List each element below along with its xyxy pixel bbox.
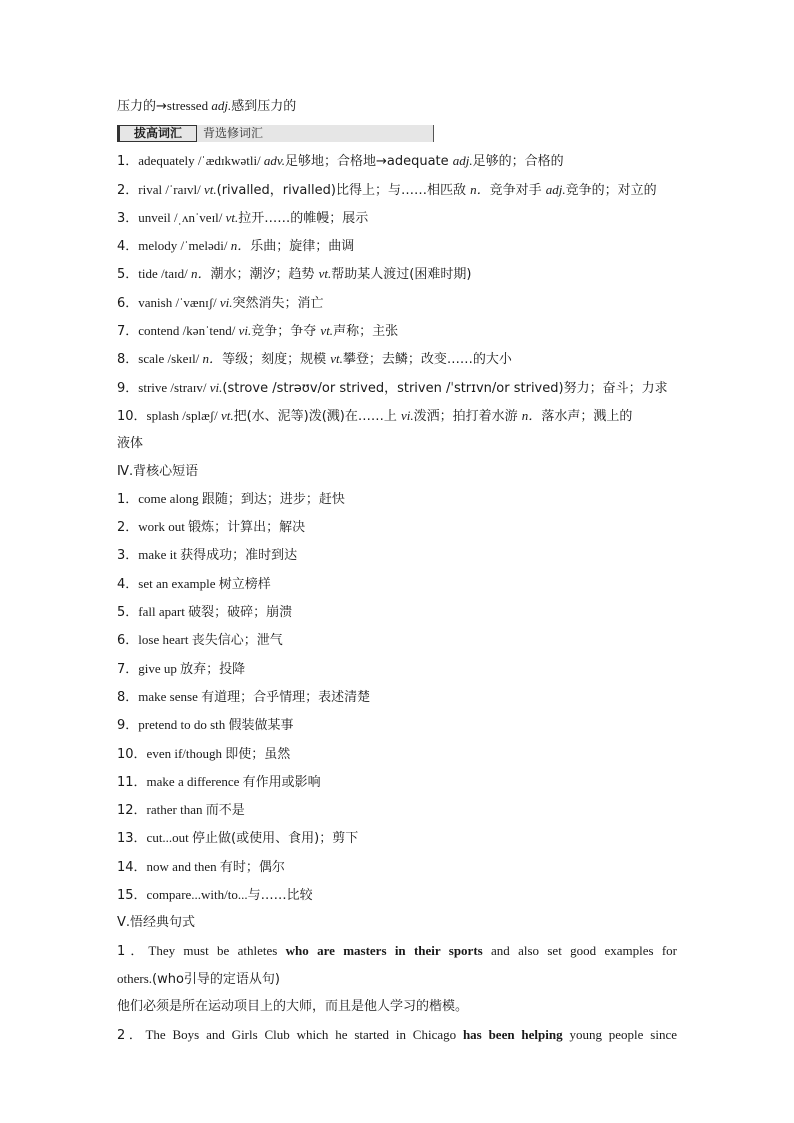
text-segment: 与……比较: [247, 888, 313, 904]
text-segment: 11．: [117, 774, 147, 790]
text-segment: vt.: [330, 351, 343, 367]
text-segment: 3．: [117, 548, 139, 564]
text-segment: 14．: [117, 859, 147, 875]
text-segment: 有作用或影响: [242, 774, 321, 790]
vocab-item: [117, 147, 677, 175]
text-segment: vt.: [320, 323, 334, 339]
text-segment: 有时；偶尔: [219, 859, 285, 875]
text-segment: 4．: [117, 576, 139, 592]
text-segment: 6．: [117, 633, 139, 649]
text-segment: 而不是: [205, 803, 245, 819]
text-segment: 有道理；合乎情理；表述清楚: [201, 689, 371, 705]
vocab-item: [117, 374, 677, 402]
text-segment: The Boys and Girls Club which he started in Chicago: [145, 1026, 463, 1042]
text-segment: adj.: [452, 153, 473, 169]
text-segment: 6．: [117, 295, 139, 311]
phrase-item: [117, 881, 677, 909]
text-segment: 落水声；溅上的: [541, 408, 633, 424]
text-segment: who are masters in their sports: [285, 942, 483, 958]
text-segment: 竞争；争夺: [251, 324, 321, 340]
text-segment: 7．: [117, 324, 139, 340]
text-segment: has been helping: [462, 1026, 563, 1042]
text-segment: n．: [202, 351, 223, 367]
text-segment: n．: [191, 266, 211, 282]
intro-meaning: 感到压力的: [231, 99, 297, 114]
text-segment: cut...out: [146, 830, 193, 846]
text-segment: 8．: [117, 352, 139, 368]
phrase-item: [117, 796, 677, 824]
text-segment: vt.: [203, 181, 217, 197]
sentence-1-zh: 他们必须是所在运动项目上的大师，而且是他人学习的楷模。: [117, 999, 469, 1015]
text-segment: set an example: [138, 575, 219, 591]
text-segment: 15．: [117, 888, 147, 904]
section-tag: 拔高词汇: [117, 125, 197, 142]
text-segment: 拉开……的帷幔；展示: [238, 210, 369, 226]
section-title: 背选修词汇: [203, 126, 264, 141]
section-banner-vocab: [117, 125, 434, 142]
text-segment: (strove /strəʊv/or strived，striven /ˈstrɪvn/or strived)努力；奋斗；力求: [222, 380, 668, 396]
text-segment: others.: [117, 970, 153, 986]
text-segment: rather than: [146, 802, 206, 818]
text-segment: 液体: [117, 436, 144, 452]
text-segment: 12．: [117, 803, 147, 819]
phrase-item: [117, 626, 677, 654]
text-segment: 声称；主张: [333, 324, 399, 340]
text-segment: 10．: [117, 408, 147, 424]
text-segment: vanish /ˈvænɪʃ/: [138, 294, 220, 310]
text-segment: 1．: [117, 154, 139, 170]
text-segment: melody /ˈmelədi/: [138, 238, 231, 254]
text-segment: 停止做(或使用、食用)；剪下: [192, 831, 359, 847]
text-segment: and also set good examples for: [482, 942, 678, 958]
text-segment: strive /straɪv/: [138, 379, 210, 395]
text-segment: 1．: [117, 943, 149, 959]
text-segment: 9．: [117, 380, 139, 396]
text-segment: make it: [138, 547, 181, 563]
text-segment: 丧失信心；泄气: [191, 633, 283, 649]
phrase-list: [117, 485, 677, 909]
text-segment: n．: [230, 238, 251, 254]
text-segment: now and then: [146, 858, 220, 874]
text-segment: n．: [521, 407, 542, 423]
vocab-item: [117, 345, 677, 373]
text-segment: 泼洒；拍打着水游: [413, 408, 522, 424]
text-segment: splash /splæʃ/: [146, 407, 221, 423]
intro-line: [117, 92, 677, 120]
text-segment: 2．: [117, 520, 139, 536]
phrase-item: [117, 513, 677, 541]
intro-word: stressed: [166, 98, 212, 113]
text-segment: adj.: [545, 181, 566, 197]
vocab-item: [117, 204, 677, 232]
text-segment: 突然消失；消亡: [232, 295, 324, 311]
text-segment: tide /taɪd/: [138, 266, 191, 282]
text-segment: 破裂；破碎；崩溃: [188, 605, 293, 621]
text-segment: 等级；刻度；规模: [222, 352, 331, 368]
intro-zh: 压力的→: [117, 99, 167, 114]
text-segment: 潮水；潮汐；趋势: [210, 267, 319, 283]
vocab-item: [117, 317, 677, 345]
phrase-item: [117, 711, 677, 739]
text-segment: 4．: [117, 239, 139, 255]
phrase-item: [117, 485, 677, 513]
text-segment: contend /kənˈtend/: [138, 323, 239, 339]
vocab-item: [117, 176, 677, 204]
text-segment: (who引导的定语从句): [152, 971, 281, 987]
text-segment: 获得成功；准时到达: [180, 548, 298, 564]
vocab-item-continuation: [117, 430, 677, 457]
text-segment: compare...with/to...: [146, 887, 248, 903]
text-segment: scale /skeɪl/: [138, 351, 203, 367]
phrase-item: [117, 853, 677, 881]
text-segment: vi.: [219, 294, 233, 310]
text-segment: vt.: [225, 209, 239, 225]
text-segment: 帮助某人渡过(困难时期): [331, 267, 472, 283]
text-segment: come along: [138, 490, 202, 506]
sentence-2-en: [117, 1021, 677, 1049]
text-segment: young people since: [562, 1026, 677, 1042]
text-segment: pretend to do sth: [138, 717, 229, 733]
text-segment: unveil /ˌʌnˈveɪl/: [138, 209, 226, 225]
text-segment: fall apart: [138, 604, 189, 620]
text-segment: 把(水、泥等)泼(溅)在……上: [233, 408, 402, 424]
text-segment: 乐曲；旋律；曲调: [250, 239, 355, 255]
text-segment: 5．: [117, 605, 139, 621]
text-segment: vi.: [209, 379, 223, 395]
vocab-item: [117, 260, 677, 288]
text-segment: rival /ˈraɪvl/: [138, 181, 204, 197]
section-heading-sentences: Ⅴ.悟经典句式: [117, 915, 196, 931]
sentence-1-en-cont: [117, 965, 677, 993]
text-segment: 即使；虽然: [225, 746, 291, 762]
sentence-list: [117, 937, 677, 1049]
text-segment: 树立榜样: [218, 576, 271, 592]
text-segment: 8．: [117, 689, 139, 705]
text-segment: (rivalled，rivalled)比得上；与……相匹敌: [216, 182, 471, 198]
text-segment: 10．: [117, 746, 147, 762]
vocab-item: [117, 289, 677, 317]
phrase-item: [117, 824, 677, 852]
text-segment: vt.: [220, 407, 234, 423]
text-segment: make sense: [138, 688, 202, 704]
vocab-item: [117, 402, 677, 430]
text-segment: 3．: [117, 210, 139, 226]
text-segment: 9．: [117, 718, 139, 734]
text-segment: lose heart: [138, 632, 192, 648]
text-segment: work out: [138, 519, 189, 535]
text-segment: They must be athletes: [148, 942, 286, 958]
text-segment: even if/though: [146, 745, 226, 761]
text-segment: vi.: [401, 407, 414, 423]
sentence-1-en: [117, 937, 677, 965]
text-segment: adv.: [263, 153, 285, 169]
phrase-item: [117, 570, 677, 598]
text-segment: 5．: [117, 267, 139, 283]
section-heading-phrases: Ⅳ.背核心短语: [117, 463, 199, 479]
text-segment: 攀登；去鳞；改变……的大小: [342, 352, 512, 368]
text-segment: 2．: [117, 1027, 146, 1043]
phrase-item: [117, 655, 677, 683]
text-segment: 1．: [117, 491, 139, 507]
text-segment: 假装做某事: [228, 718, 294, 734]
vocab-item: [117, 232, 677, 260]
text-segment: 竞争的；对立的: [565, 182, 657, 198]
text-segment: 7．: [117, 661, 139, 677]
text-segment: 2．: [117, 182, 139, 198]
text-segment: 跟随；到达；进步；赶快: [201, 491, 345, 507]
text-segment: vi.: [238, 323, 252, 339]
text-segment: 锻炼；计算出；解决: [188, 520, 306, 536]
text-segment: vt.: [318, 266, 332, 282]
text-segment: 竞争对手: [489, 182, 546, 198]
phrase-item: [117, 740, 677, 768]
phrase-item: [117, 541, 677, 569]
phrase-item: [117, 683, 677, 711]
document-content: [117, 92, 677, 1049]
text-segment: 足够的；合格的: [472, 154, 564, 170]
phrase-item: [117, 768, 677, 796]
text-segment: n．: [470, 181, 490, 197]
text-segment: adequately /ˈædɪkwətli/: [138, 153, 264, 169]
text-segment: make a difference: [146, 773, 243, 789]
text-segment: 放弃；投降: [180, 661, 246, 677]
intro-pos: adj.: [211, 98, 232, 113]
text-segment: give up: [138, 660, 181, 676]
text-segment: 13．: [117, 831, 147, 847]
text-segment: 足够地；合格地→adequate: [284, 154, 453, 170]
vocab-list: [117, 147, 677, 457]
phrase-item: [117, 598, 677, 626]
